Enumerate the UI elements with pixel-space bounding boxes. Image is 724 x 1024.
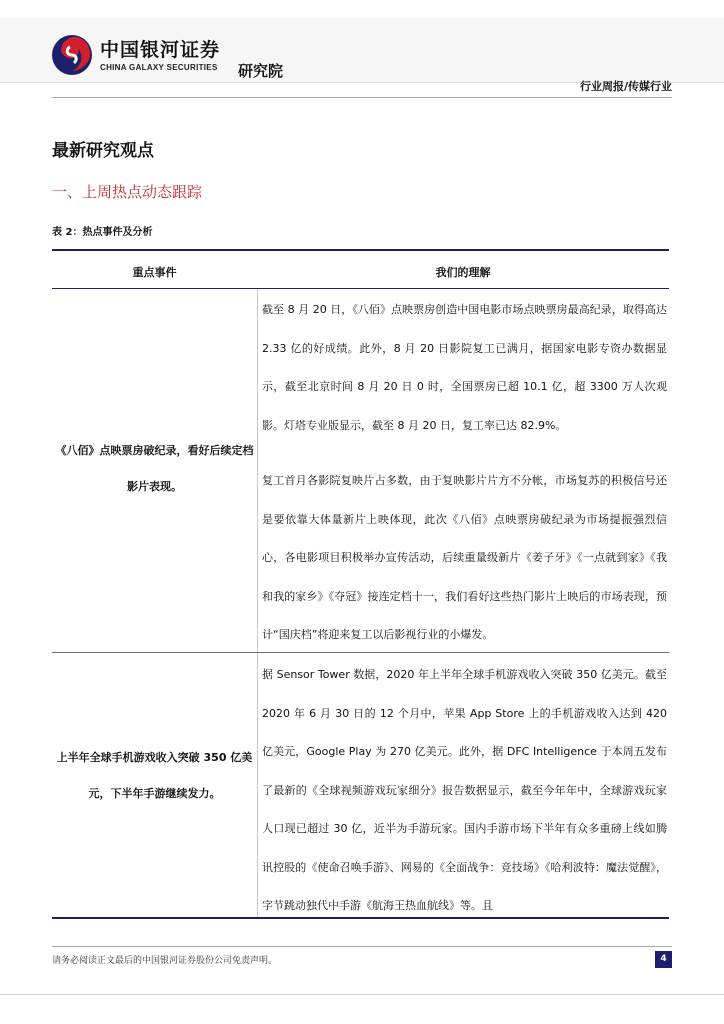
table-column-divider <box>257 289 258 917</box>
table-caption: 表 2：热点事件及分析 <box>52 227 153 238</box>
table-row-event: 《八佰》点映票房破纪录，看好后续定档影片表现。 <box>55 444 254 493</box>
footer-disclaimer: 请务必阅读正文最后的中国银河证券股份公司免责声明。 <box>52 956 278 966</box>
logo-chinese-name: 中国银河证券 <box>100 38 221 61</box>
brand-logo <box>50 30 220 80</box>
footer-divider <box>52 946 672 947</box>
table-row-analysis-paragraph: 截至 8 月 20 日，《八佰》点映票房创造中国电影市场点映票房最高纪录，取得高达 2.33 亿的好成绩。此外，8 月 20 日影院复工已满月，据国家电影专资办数据显示，截至北京时间 8 月 20 日 0 时，全国票房已超 10.1 亿，超 3300 万人次观影。灯塔专业版显示，截至 8 月 20 日，复工率已达 82.9%。 <box>262 303 667 432</box>
page-header <box>0 18 724 83</box>
table-row-divider <box>52 652 669 653</box>
logo-english-name: CHINA GALAXY SECURITIES <box>100 62 218 72</box>
page-number: 4 <box>655 951 672 968</box>
page-bottom-edge <box>0 994 724 995</box>
page-title: 最新研究观点 <box>52 141 154 161</box>
document-category: 行业周报/传媒行业 <box>579 80 672 93</box>
institute-label: 研究院 <box>238 62 284 80</box>
table-header-rule <box>52 288 669 289</box>
galaxy-swirl-logo-icon <box>50 33 94 77</box>
table-header-analysis: 我们的理解 <box>435 266 491 279</box>
section-title: 一、上周热点动态跟踪 <box>52 183 203 201</box>
table-bottom-rule <box>52 917 669 919</box>
table-row-analysis-paragraph: 据 Sensor Tower 数据，2020 年上半年全球手机游戏收入突破 350 亿美元。截至 2020 年 6 月 30 日的 12 个月中，苹果 App Store 上的手机游戏收入达到 420 亿美元，Google Play 为 270 亿美元。此外，据 DFC Intelligence 于本周五发布了最新的《全球视频游戏玩家细分》报告数据显示，截至今年年中，全球游戏玩家人口现已超过 30 亿，近半为手游玩家。国内手游市场下半年有众多重磅上线如腾讯控股的《使命召唤手游》、网易的《全面战争：竞技场》《哈利波特：魔法觉醒》，字节跳动独代中手游《航海王热血航线》等。且 <box>262 668 667 912</box>
header-divider <box>52 97 672 98</box>
table-header-event: 重点事件 <box>132 266 177 279</box>
table-header-row <box>52 251 669 287</box>
table-row-analysis-paragraph: 复工首月各影院复映片占多数，由于复映影片片方不分帐，市场复苏的积极信号还是要依靠大体量新片上映体现，此次《八佰》点映票房破纪录为市场提振强烈信心，各电影项目积极举办宣传活动，后续重量级新片《姜子牙》《一点就到家》《我和我的家乡》《夺冠》接连定档十一，我们看好这些热门影片上映后的市场表现，预计“国庆档”将迎来复工以后影视行业的小爆发。 <box>262 474 667 641</box>
table-row-event: 上半年全球手机游戏收入突破 350 亿美元，下半年手游继续发力。 <box>56 751 253 800</box>
